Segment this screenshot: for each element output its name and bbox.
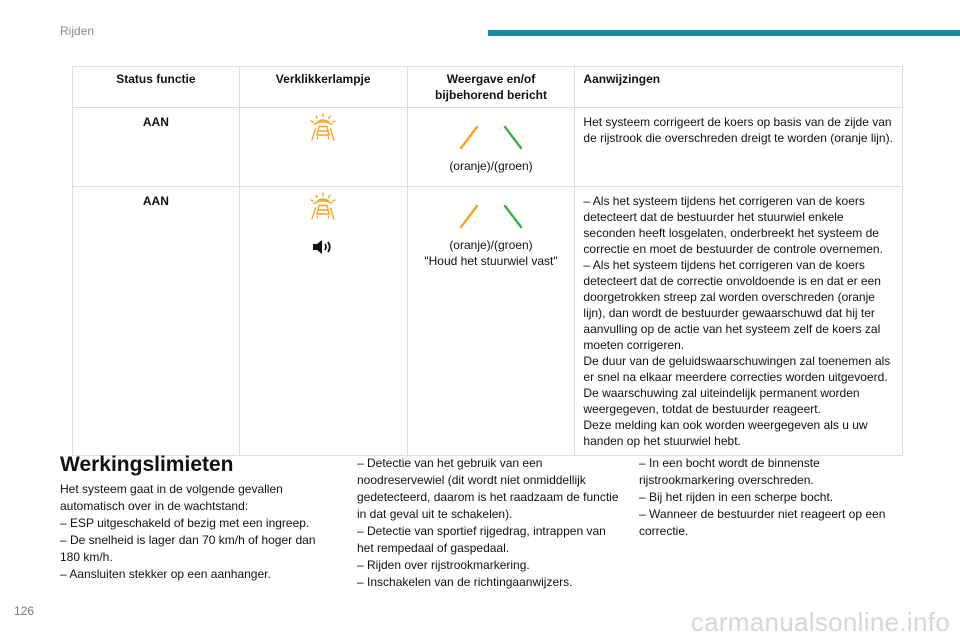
- green-lane-line: [502, 124, 524, 150]
- note-line: De waarschuwing zal uiteindelijk permanent worden weergegeven, totdat de bestuurder reageert.: [583, 386, 860, 416]
- indicator-cell: [239, 108, 407, 187]
- section-label: Rijden: [60, 24, 95, 38]
- note-line: – Als het systeem tijdens het corrigeren van de koers detecteert dat de bestuurder het stuurwiel enkele seconden heeft losgelaten, onderbreekt het systeem de correctie en moet de bestuurder de controle overnemen.: [583, 194, 883, 256]
- column-header: Aanwijzingen: [575, 67, 903, 108]
- limits-column-3: [639, 455, 901, 540]
- display-caption: (oranje)/(groen): [449, 159, 533, 173]
- status-table: [72, 66, 903, 456]
- lane-lines: [416, 203, 567, 229]
- list-item: – De snelheid is lager dan 70 km/h of hoger dan 180 km/h.: [60, 533, 316, 564]
- display-message: "Houd het stuurwiel vast": [424, 254, 558, 268]
- limits-column-1: [60, 481, 332, 583]
- list-item: – In een bocht wordt de binnenste rijstrookmarkering overschreden.: [639, 456, 820, 487]
- column-header: Verklikkerlampje: [239, 67, 407, 108]
- speaker-icon: [311, 237, 335, 257]
- list-item: – Rijden over rijstrookmarkering.: [357, 558, 530, 572]
- watermark: carmanualsonline.info: [690, 607, 950, 637]
- table-row: [73, 108, 903, 187]
- column-header: Weergave en/of bijbehorend bericht: [407, 67, 575, 108]
- lane-keeping-warning-icon: [307, 191, 339, 223]
- list-item: – Inschakelen van de richtingaanwijzers.: [357, 575, 573, 589]
- list-item: – Detectie van sportief rijgedrag, intrappen van het rempedaal of gaspedaal.: [357, 524, 606, 555]
- note-line: Het systeem corrigeert de koers op basis van de zijde van de rijstrook die overschreden dreigt te worden (oranje lijn).: [583, 115, 893, 145]
- lane-lines: [416, 124, 567, 150]
- paragraph: Het systeem gaat in de volgende gevallen automatisch over in de wachtstand:: [60, 482, 283, 513]
- table-row: [73, 187, 903, 456]
- column-header: Status functie: [73, 67, 240, 108]
- note-line: Deze melding kan ook worden weergegeven als u uw handen op het stuurwiel hebt.: [583, 418, 868, 448]
- list-item: – Wanneer de bestuurder niet reageert op een correctie.: [639, 507, 886, 538]
- orange-lane-line: [458, 124, 480, 150]
- green-lane-line: [502, 203, 524, 229]
- list-item: – Aansluiten stekker op een aanhanger.: [60, 567, 271, 581]
- status-cell: AAN: [73, 187, 240, 456]
- list-item: – ESP uitgeschakeld of bezig met een ingreep.: [60, 516, 310, 530]
- header-accent-bar: [488, 30, 960, 36]
- display-cell: [407, 108, 575, 187]
- list-item: – Bij het rijden in een scherpe bocht.: [639, 490, 834, 504]
- display-caption: (oranje)/(groen): [449, 238, 533, 252]
- lane-keeping-warning-icon: [307, 112, 339, 144]
- indicator-cell: [239, 187, 407, 456]
- status-cell: AAN: [73, 108, 240, 187]
- table-header-row: [73, 67, 903, 108]
- note-line: De duur van de geluidswaarschuwingen zal toenemen als er snel na elkaar meerdere correcties worden uitgevoerd.: [583, 354, 891, 384]
- list-item: – Detectie van het gebruik van een noodreservewiel (dit wordt niet onmiddellijk gedetecteerd, daarom is het raadzaam de functie in dat geval uit te schakelen).: [357, 456, 619, 521]
- section-title: Werkingslimieten: [60, 453, 234, 476]
- display-cell: [407, 187, 575, 456]
- note-cell: [575, 108, 903, 187]
- note-cell: [575, 187, 903, 456]
- note-line: – Als het systeem tijdens het corrigeren van de koers detecteert dat de correctie onvoldoende is en dat er een doorgetrokken streep zal worden overschreden (oranje lijn), dan wordt de bestuurder gewaarschuwd dat hij ter aanvulling op de actie van het systeem zelf de koers zal moeten corrigeren.: [583, 258, 881, 352]
- orange-lane-line: [458, 203, 480, 229]
- page-number: 126: [14, 604, 35, 618]
- limits-column-2: [357, 455, 619, 591]
